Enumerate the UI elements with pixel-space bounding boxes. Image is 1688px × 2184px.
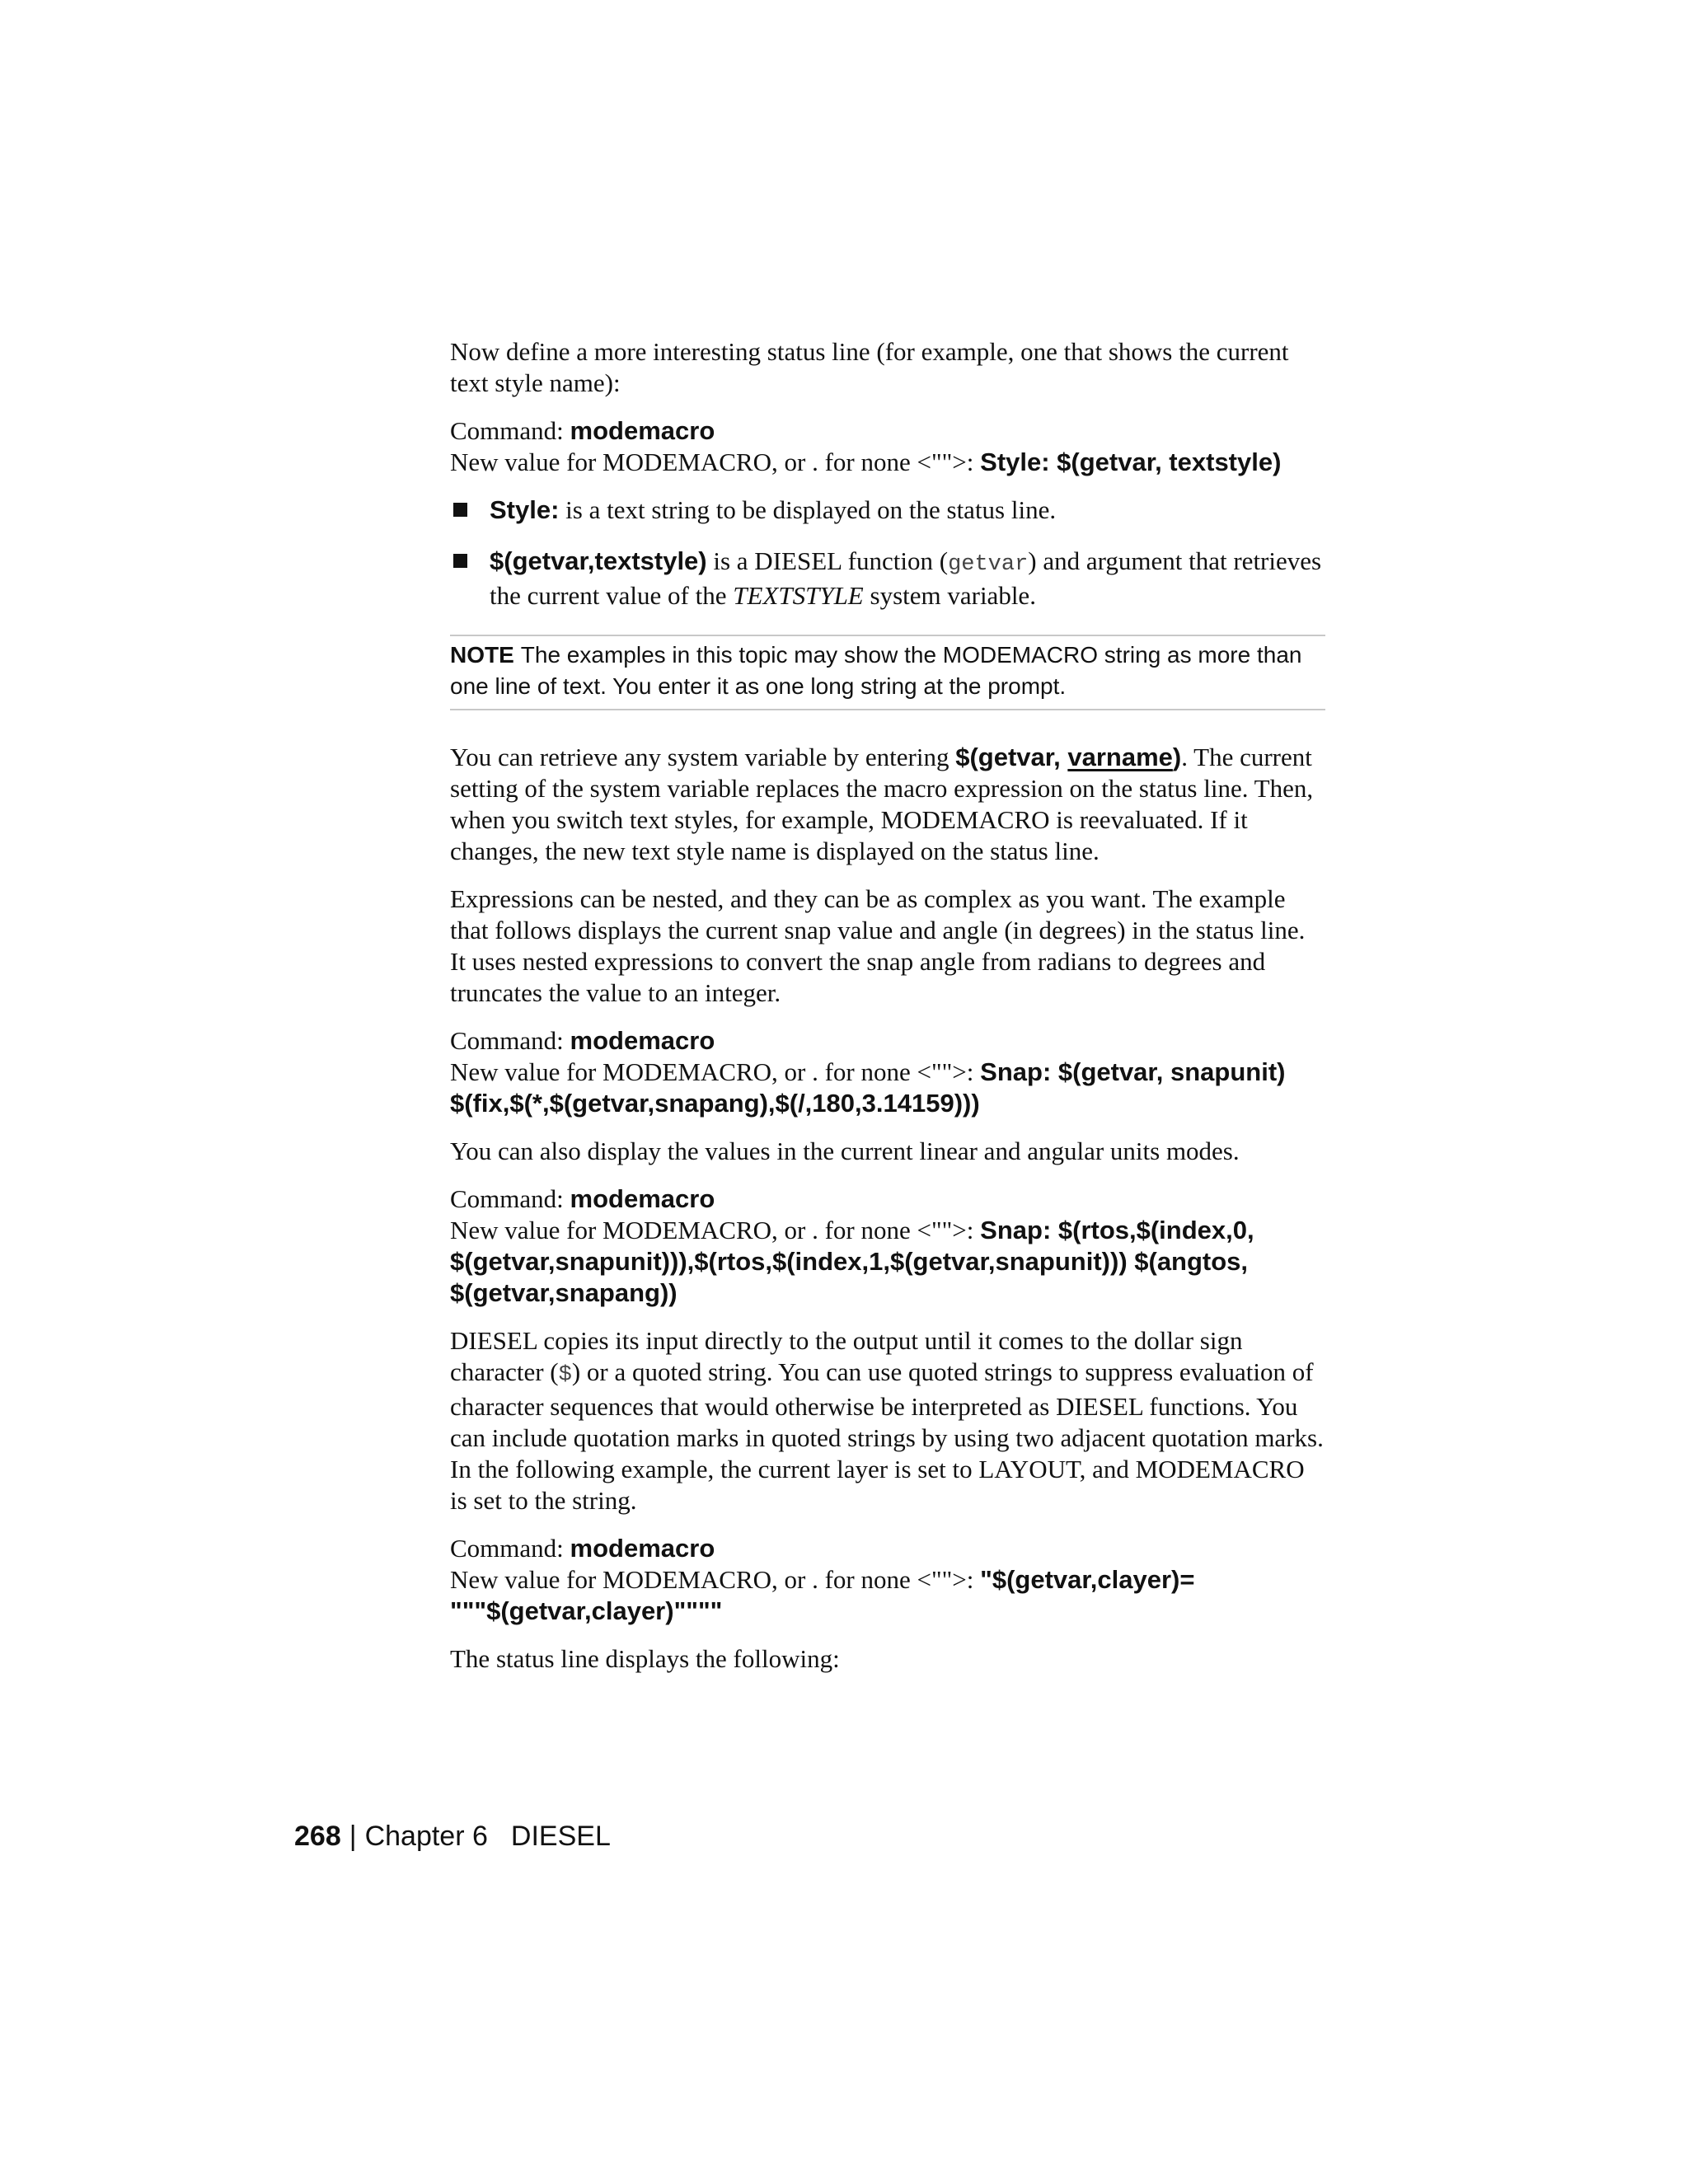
chapter-title: DIESEL xyxy=(510,1821,611,1852)
bullet-list xyxy=(450,494,1325,612)
bullet-text: ) and argument that retrieves the current value of the xyxy=(490,546,1322,610)
command-value-continued: $(getvar,snapang)) xyxy=(450,1278,678,1307)
command-example-layer xyxy=(450,1533,1325,1627)
command-name: modemacro xyxy=(570,1534,715,1563)
syntax-part: ) xyxy=(1172,743,1182,771)
paragraph-getvar xyxy=(450,742,1325,867)
note-label: NOTE xyxy=(450,642,514,668)
inline-code: getvar xyxy=(948,552,1029,577)
paragraph-quoting xyxy=(450,1325,1325,1516)
paragraph-text: You can retrieve any system variable by entering xyxy=(450,743,956,771)
varname-link[interactable]: varname xyxy=(1067,743,1173,771)
command-prompt: Command: xyxy=(450,1026,570,1055)
page-number: 268 xyxy=(294,1821,341,1852)
bullet-text: is a text string to be displayed on the status line. xyxy=(559,495,1057,524)
command-line xyxy=(450,1183,1325,1215)
getvar-syntax xyxy=(955,743,1181,771)
list-item xyxy=(450,494,1325,526)
command-name: modemacro xyxy=(570,1026,715,1055)
bullet-term: Style: xyxy=(490,495,560,524)
inline-code: $ xyxy=(558,1363,572,1388)
command-line xyxy=(450,1025,1325,1057)
command-name: modemacro xyxy=(570,1184,715,1213)
command-prompt: Command: xyxy=(450,1534,570,1563)
command-value-line xyxy=(450,447,1325,478)
command-name: modemacro xyxy=(570,416,715,445)
square-bullet-icon xyxy=(453,554,467,568)
command-example-style xyxy=(450,415,1325,478)
list-item xyxy=(450,546,1325,612)
command-prompt: Command: xyxy=(450,1184,570,1213)
paragraph-intro: Now define a more interesting status line (for example, one that shows the current text style name): xyxy=(450,337,1289,397)
chapter-label: Chapter 6 xyxy=(364,1821,488,1852)
command-example-snap xyxy=(450,1025,1325,1119)
command-value-continued: $(getvar,snapunit))),$(rtos,$(index,1,$(getvar,snapunit))) $(angtos, xyxy=(450,1247,1249,1276)
command-value: "$(getvar,clayer)= xyxy=(980,1565,1195,1594)
command-value: Snap: $(rtos,$(index,0, xyxy=(980,1216,1254,1244)
command-value-prefix: New value for MODEMACRO, or . for none <"">: xyxy=(450,1216,981,1244)
command-value: Style: $(getvar, textstyle) xyxy=(980,448,1282,476)
command-value-prefix: New value for MODEMACRO, or . for none <"">: xyxy=(450,1057,981,1086)
command-value-prefix: New value for MODEMACRO, or . for none <"">: xyxy=(450,448,981,476)
paragraph-units: You can also display the values in the current linear and angular units modes. xyxy=(450,1137,1240,1165)
page-content xyxy=(450,336,1325,1691)
paragraph-text: DIESEL copies its input directly to the output until it comes to the dollar sign character ( xyxy=(450,1326,1243,1386)
command-prompt: Command: xyxy=(450,416,570,445)
command-value-prefix: New value for MODEMACRO, or . for none <"">: xyxy=(450,1565,981,1594)
page-footer xyxy=(294,1820,611,1853)
paragraph-text: ) or a quoted string. You can use quoted strings to suppress evaluation of character sequences that would otherwise be interpreted as DIESEL functions. You can include quotation marks in quoted strings by using two adjacent quotation marks. In the following example, the current layer is set to LAYOUT, and MODEMACRO is set to the string. xyxy=(450,1357,1324,1515)
command-value-line xyxy=(450,1215,1325,1246)
note-box xyxy=(450,635,1325,710)
bullet-text: system variable. xyxy=(863,581,1036,610)
syntax-part: $(getvar, xyxy=(955,743,1068,771)
command-example-units xyxy=(450,1183,1325,1309)
note-text: The examples in this topic may show the MODEMACRO string as more than one line of text. You enter it as one long string at the prompt. xyxy=(450,642,1302,699)
bullet-term: $(getvar,textstyle) xyxy=(490,546,707,575)
paragraph-nested: Expressions can be nested, and they can be as complex as you want. The example that follows displays the current snap value and angle (in degrees) in the status line. It uses nested expressions to convert the snap angle from radians to degrees and truncates the value to an integer. xyxy=(450,884,1306,1007)
bullet-italic-term: TEXTSTYLE xyxy=(733,581,864,610)
command-value-line xyxy=(450,1057,1325,1088)
command-value-continued: $(fix,$(*,$(getvar,snapang),$(/,180,3.14159))) xyxy=(450,1089,980,1118)
command-line xyxy=(450,415,1325,447)
paragraph-status: The status line displays the following: xyxy=(450,1644,840,1673)
command-value-line xyxy=(450,1564,1325,1596)
footer-separator: | xyxy=(349,1821,357,1852)
command-line xyxy=(450,1533,1325,1564)
command-value-continued: """$(getvar,clayer)"""" xyxy=(450,1596,723,1625)
bullet-text: is a DIESEL function ( xyxy=(706,546,949,575)
square-bullet-icon xyxy=(453,503,467,517)
paragraph-text: . The current setting of the system variable replaces the macro expression on the status line. Then, when you switch text styles, for example, MODEMACRO is reevaluated. If it changes, the new text style name is displayed on the status line. xyxy=(450,743,1314,865)
command-value: Snap: $(getvar, snapunit) xyxy=(980,1057,1286,1086)
